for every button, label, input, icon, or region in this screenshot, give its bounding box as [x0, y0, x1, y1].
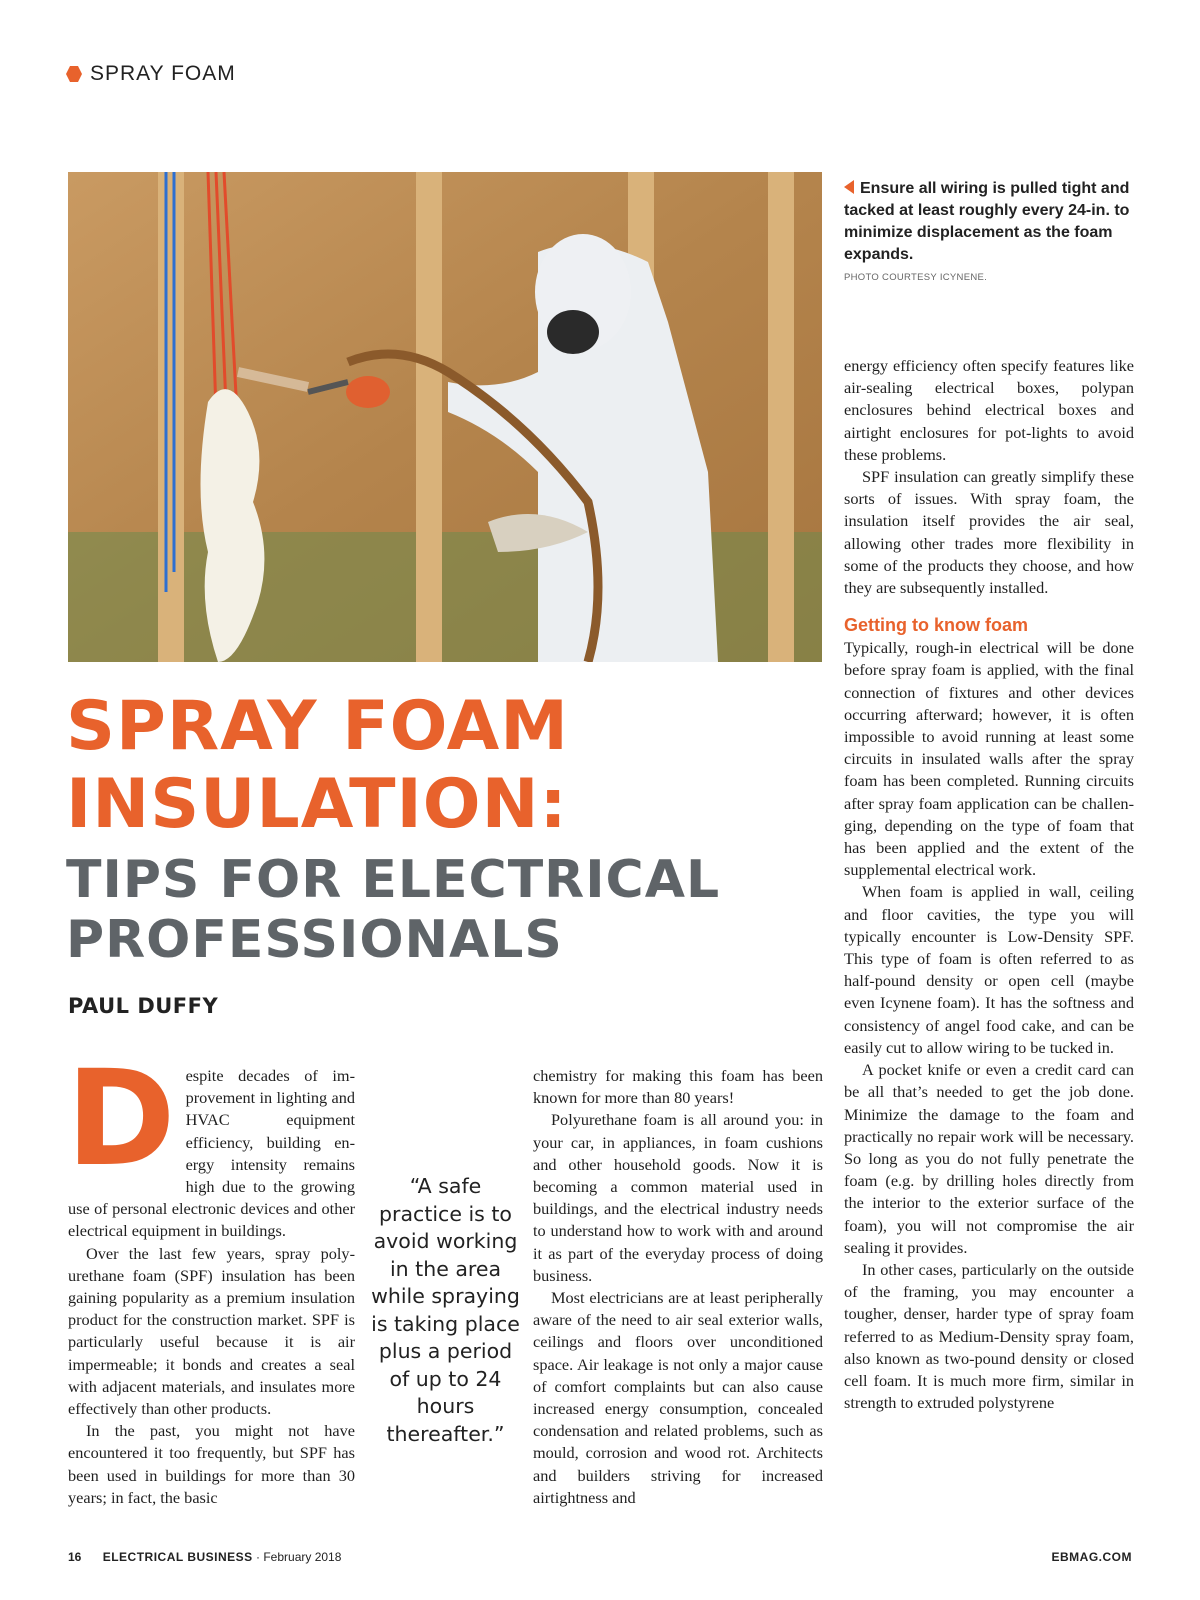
photo-credit: PHOTO COURTESY ICYNENE. [844, 272, 988, 283]
footer-left [68, 1550, 341, 1564]
section-label: SPRAY FOAM [90, 62, 236, 85]
caret-left-icon [844, 180, 854, 194]
article-column-3 [844, 355, 1134, 1414]
page-number: 16 [68, 1550, 82, 1564]
article-column-2 [533, 1065, 823, 1509]
photo-caption [844, 178, 1134, 283]
subtitle-line-1: TIPS FOR ELECTRICAL [66, 850, 721, 910]
paragraph: In other cases, particularly on the outside of the framing, you may encounter a tougher, denser, harder type of spray foam referred to as Medium-Density spray foam, also known as two-pound density or closed cell foam. It is much more firm, similar in strength to extruded polystyrene [844, 1259, 1134, 1413]
issue-date: · February 2018 [256, 1550, 342, 1564]
paragraph: espite decades of improvement in lighting and HVAC equipment efficiency, building energy intensity remains high due to the growing use of personal electronic devices and other electrical equipment in buildings. [68, 1066, 355, 1241]
caption-text: Ensure all wiring is pulled tight and tacked at least roughly every 24-in. to minimize displacement as the foam expands. [844, 180, 1130, 263]
paragraph: chemistry for making this foam has been known for more than 80 years! [533, 1066, 823, 1108]
paragraph: A pocket knife or even a credit card can be all that’s needed to get the job done. Minimize the damage to the foam and practically no repair work will be necessary. So long as you do not fully penetrate the foam (e.g. by drilling holes directly from the interior to the exterior surface of the foam), you will not compromise the air sealing it provides. [844, 1060, 1134, 1257]
title-line-2: INSULATION: [66, 765, 568, 844]
paragraph: Over the last few years, spray polyurethane foam (SPF) insulation has been gaining popularity as a premium insulation product for the construction market. SPF is particularly useful because it is air impermeable; it bonds and creates a seal with adjacent materials, and insulates more effectively than other products. [68, 1243, 355, 1419]
subtitle-line-2: PROFESSIONALS [66, 910, 563, 970]
pull-quote: “A safe practice is to avoid working in the area while spraying is taking place plus a period of up to 24 hours thereafter.” [371, 1174, 520, 1446]
paragraph: Polyurethane foam is all around you: in your car, in appliances, in foam cushions and other household goods. Now it is becoming a common material used in buildings, and the electrical industry needs to understand how to work with and around it as part of the everyday process of doing business. [533, 1110, 823, 1285]
subheading: Getting to know foam [844, 615, 1028, 636]
hexagon-icon [66, 66, 82, 82]
magazine-name: ELECTRICAL BUSINESS [102, 1550, 253, 1564]
paragraph: When foam is applied in wall, ceiling and floor cavities, the type you will typically encounter is Low-Density SPF. This type of foam is often referred to as half-pound density or open cell (maybe even Icynene foam). It has the softness and consistency of angel food cake, and can be easily cut to allow wiring to be tucked in. [844, 882, 1134, 1057]
article-title [66, 688, 796, 970]
byline: PAUL DUFFY [68, 994, 219, 1018]
paragraph: In the past, you might not have encountered it too frequently, but SPF has been used in buildings for more than 30 years; in fact, the basic [68, 1421, 355, 1507]
paragraph: SPF insulation can greatly simplify these sorts of issues. With spray foam, the insulation itself provides the air seal, allowing other trades more flexibility in some of the products they choose, and how they are subsequently installed. [844, 467, 1134, 598]
article-photo [68, 172, 822, 662]
paragraph: Most electricians are at least peripherally aware of the need to air seal exterior walls, ceilings and floors over unconditioned space. Air leakage is not only a major cause of comfort complaints but can also cause increased energy consumption, concealed condensation and related problems, such as mould, corrosion and wood rot. Architects and builders striving for increased airtightness and [533, 1288, 823, 1507]
section-tag [66, 62, 236, 86]
worker-spraying-foam-photo [68, 172, 822, 662]
paragraph: energy efficiency often specify features like air-sealing electrical boxes, polypan enclosures behind electrical boxes and airtight enclosures for pot-lights to avoid these problems. [844, 356, 1134, 464]
title-line-1: SPRAY FOAM [66, 687, 569, 766]
drop-cap: D [66, 1042, 176, 1196]
article-column-1 [66, 1042, 355, 1509]
website-link[interactable]: EBMAG.COM [1051, 1550, 1132, 1564]
paragraph: Typically, rough-in electrical will be done before spray foam is applied, with the final connection of fixtures and other devices occurring afterward; however, it is often impossible to avoid running at least some circuits in insulated walls after the spray foam has been completed. Running circuits after spray foam application can be challenging, depending on the type of foam that has been applied and the extent of the supplemental electrical work. [844, 638, 1134, 880]
